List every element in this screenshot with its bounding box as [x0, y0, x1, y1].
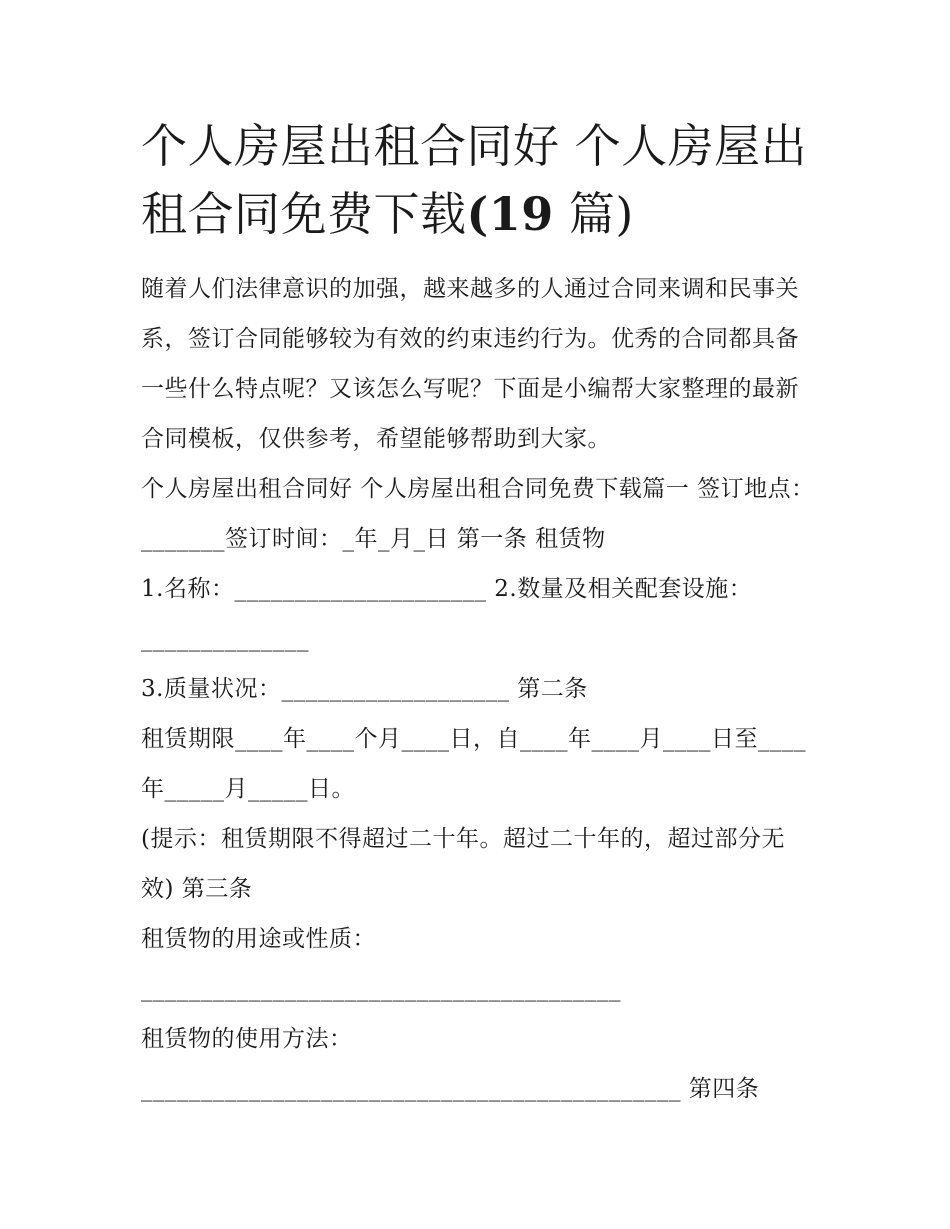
title-text: 个人房屋出租合同好 个人房屋出租合同免费下载 — [141, 119, 808, 241]
item-name-quantity-paragraph: 1.名称：_____________________ 2.数量及相关配套设施：______________ — [141, 576, 753, 652]
lease-term-paragraph: 租赁期限____年____个月____日，自____年____月____日至____年_____月_____日。 — [141, 726, 806, 802]
contract-header-paragraph: 个人房屋出租合同好 个人房屋出租合同免费下载篇一 签订地点：_______签订时间：_年_月_日 第一条 租赁物 — [141, 476, 815, 552]
lease-note-paragraph: (提示：租赁期限不得超过二十年。超过二十年的，超过部分无效) 第三条 — [141, 826, 785, 902]
title-count: (19 — [466, 187, 554, 241]
usage-purpose-paragraph: 租赁物的用途或性质：________________________________________ — [141, 926, 621, 1002]
title-suffix: 篇) — [553, 187, 634, 241]
intro-paragraph: 随着人们法律意识的加强，越来越多的人通过合同来调和民事关系，签订合同能够较为有效的约束违约行为。优秀的合同都具备一些什么特点呢？又该怎么写呢？下面是小编帮大家整理的最新合同模板，仅供参考，希望能够帮助到大家。 — [141, 276, 799, 452]
document-title — [141, 112, 816, 248]
quality-paragraph: 3.质量状况：___________________ 第二条 — [141, 676, 588, 702]
usage-method-paragraph: 租赁物的使用方法：_____________________________________________ 第四条 — [141, 1026, 760, 1102]
document-body — [141, 112, 816, 1114]
